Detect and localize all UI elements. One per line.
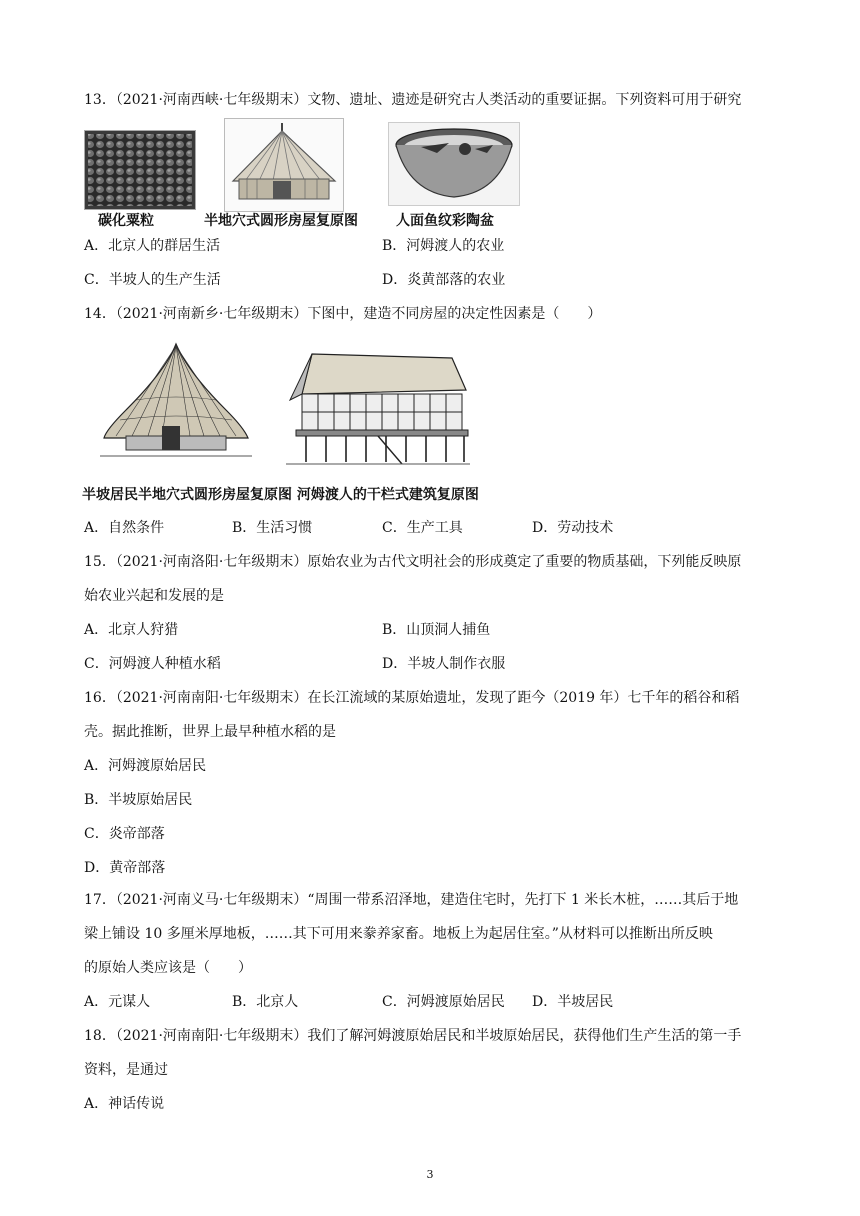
semi-subterranean-house-image [224, 118, 344, 212]
carbonized-millet-image [84, 130, 196, 210]
page-number: 3 [426, 1168, 434, 1181]
hemudu-stilt-house-image [282, 344, 472, 470]
q17-option-b: B．北京人 [232, 994, 299, 1010]
q17-option-c: C．河姆渡原始居民 [382, 994, 505, 1010]
q16-option-d: D．黄帝部落 [84, 860, 166, 876]
q14-option-b: B．生活习惯 [232, 520, 313, 536]
q16-option-a: A．河姆渡原始居民 [84, 758, 207, 774]
caption-pottery-basin: 人面鱼纹彩陶盆 [396, 213, 494, 229]
q14-option-a: A．自然条件 [84, 520, 165, 536]
q15-option-d: D．半坡人制作衣服 [382, 656, 506, 672]
q17-stem-line2: 梁上铺设 10 多厘米厚地板，……其下可用来豢养家畜。地板上为起居住室。”从材料可以推断出所反映 [84, 926, 713, 942]
q14-option-d: D．劳动技术 [532, 520, 614, 536]
q15-stem-line2: 始农业兴起和发展的是 [84, 588, 224, 604]
q17-stem-line1: 17．（2021·河南义马·七年级期末）“周围一带系沼泽地，建造住宅时，先打下 1 米长木桩，……其后于地 [84, 892, 739, 908]
q13-option-d: D．炎黄部落的农业 [382, 272, 506, 288]
q14-stem: 14．（2021·河南新乡·七年级期末）下图中，建造不同房屋的决定性因素是（ ） [84, 306, 602, 322]
q18-stem-line2: 资料，是通过 [84, 1062, 168, 1078]
caption-carbonized-millet: 碳化粟粒 [98, 213, 154, 229]
q15-option-c: C．河姆渡人种植水稻 [84, 656, 221, 672]
q16-option-c: C．炎帝部落 [84, 826, 165, 842]
q16-option-b: B．半坡原始居民 [84, 792, 193, 808]
q13-stem: 13．（2021·河南西峡·七年级期末）文物、遗址、遗迹是研究古人类活动的重要证据。下列资料可用于研究 [84, 92, 742, 108]
q16-stem-line2: 壳。据此推断，世界上最早种植水稻的是 [84, 724, 336, 740]
q13-option-a: A．北京人的群居生活 [84, 238, 221, 254]
q15-option-b: B．山顶洞人捕鱼 [382, 622, 491, 638]
q17-option-d: D．半坡居民 [532, 994, 614, 1010]
q18-option-a: A．神话传说 [84, 1096, 165, 1112]
caption-house-comparison: 半坡居民半地穴式圆形房屋复原图 河姆渡人的干栏式建筑复原图 [82, 487, 479, 503]
q15-stem-line1: 15．（2021·河南洛阳·七年级期末）原始农业为古代文明社会的形成奠定了重要的物质基础，下列能反映原 [84, 554, 742, 570]
q16-stem-line1: 16．（2021·河南南阳·七年级期末）在长江流域的某原始遗址，发现了距今（2019 年）七千年的稻谷和稻 [84, 690, 740, 706]
q18-stem-line1: 18．（2021·河南南阳·七年级期末）我们了解河姆渡原始居民和半坡原始居民，获得他们生产生活的第一手 [84, 1028, 742, 1044]
q13-option-b: B．河姆渡人的农业 [382, 238, 505, 254]
q15-option-a: A．北京人狩猎 [84, 622, 179, 638]
q17-option-a: A．元谋人 [84, 994, 151, 1010]
caption-semi-subterranean-house: 半地穴式圆形房屋复原图 [204, 213, 358, 229]
q17-stem-line3: 的原始人类应该是（ ） [84, 960, 252, 976]
human-face-fish-pottery-basin-image [388, 122, 520, 206]
q13-option-c: C．半坡人的生产生活 [84, 272, 221, 288]
banpo-round-house-image [96, 340, 256, 470]
q14-option-c: C．生产工具 [382, 520, 463, 536]
